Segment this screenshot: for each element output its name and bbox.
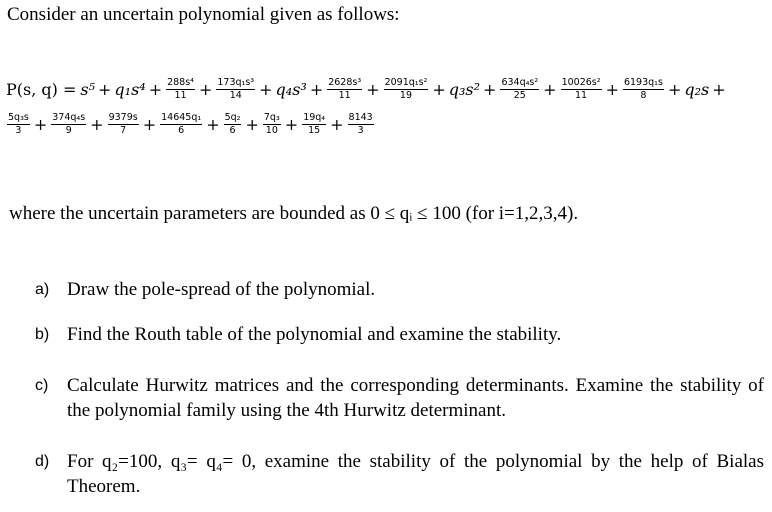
plus-sign: + bbox=[483, 80, 497, 100]
plus-sign: + bbox=[543, 80, 557, 100]
fraction-8143: $\frac{8143}{3}$ bbox=[348, 112, 373, 137]
question-label: d) bbox=[35, 453, 50, 470]
question-c bbox=[35, 373, 764, 423]
term-q1s4: q₁s⁴ bbox=[114, 80, 146, 100]
plus-sign: + bbox=[206, 115, 220, 135]
polynomial-line-1 bbox=[6, 78, 729, 102]
fraction-9379s: $\frac{9379s}{7}$ bbox=[108, 112, 138, 137]
polynomial-lhs: P(s, q) = bbox=[6, 80, 77, 100]
question-label: c) bbox=[35, 377, 49, 394]
question-text: Calculate Hurwitz matrices and the corresponding determinants. Examine the stability of the polynomial family using the 4th Hurwitz determinant. bbox=[67, 375, 764, 421]
plus-sign: + bbox=[605, 80, 619, 100]
parameter-bounds-text: where the uncertain parameters are bounded as 0 ≤ qᵢ ≤ 100 (for i=1,2,3,4). bbox=[9, 203, 579, 224]
plus-sign: + bbox=[432, 80, 446, 100]
question-text: Find the Routh table of the polynomial and examine the stability. bbox=[67, 324, 562, 345]
plus-sign: + bbox=[330, 115, 344, 135]
fraction-19q4: $\frac{\text{19q₄}}{15}$ bbox=[303, 112, 326, 137]
plus-sign: + bbox=[712, 80, 726, 100]
plus-sign: + bbox=[245, 115, 259, 135]
plus-sign: + bbox=[98, 80, 112, 100]
term-q4s3: q₄s³ bbox=[275, 80, 307, 100]
fraction-5q3s: $\frac{\text{5q₃s}}{3}$ bbox=[8, 112, 29, 137]
plus-sign: + bbox=[309, 80, 324, 100]
fraction-14645q1: $\frac{\text{14645q₁}}{6}$ bbox=[161, 112, 202, 137]
plus-sign: + bbox=[284, 115, 299, 135]
question-label: a) bbox=[35, 281, 50, 298]
plus-sign: + bbox=[33, 115, 48, 135]
plus-sign: + bbox=[148, 80, 163, 100]
fraction-5q2: $\frac{\text{5q₂}}{6}$ bbox=[224, 112, 241, 137]
term-s5: s⁵ bbox=[80, 80, 95, 100]
plus-sign: + bbox=[198, 80, 213, 100]
question-text: Draw the pole-spread of the polynomial. bbox=[67, 279, 376, 300]
question-a bbox=[35, 277, 764, 302]
fraction-7q3: $\frac{\text{7q₃}}{10}$ bbox=[263, 112, 280, 137]
term-q3s2: q₃s² bbox=[448, 80, 481, 100]
plus-sign: + bbox=[366, 80, 380, 100]
plus-sign: + bbox=[259, 80, 273, 100]
fraction-10026s2: $\frac{\text{10026s²}}{11}$ bbox=[561, 77, 601, 102]
plus-sign: + bbox=[142, 115, 157, 135]
fraction-6193q1s: $\frac{\text{6193q₁s}}{8}$ bbox=[623, 77, 663, 102]
question-label: b) bbox=[35, 326, 50, 343]
question-d bbox=[35, 449, 764, 499]
term-q2s: q₂s bbox=[684, 80, 710, 100]
question-text: For q₂=100, q₃= q₄= 0, examine the stability of the polynomial by the help of Bialas Theorem. bbox=[67, 451, 764, 497]
plus-sign: + bbox=[90, 115, 104, 135]
fraction-2628s3: $\frac{\text{2628s³}}{11}$ bbox=[328, 77, 362, 102]
question-b bbox=[35, 322, 764, 347]
intro-text: Consider an uncertain polynomial given as follows: bbox=[7, 4, 400, 25]
plus-sign: + bbox=[667, 80, 682, 100]
fraction-374q4s: $\frac{\text{374q₄s}}{9}$ bbox=[52, 112, 86, 137]
fraction-173q1s3: $\frac{\text{173q₁s³}}{14}$ bbox=[217, 77, 255, 102]
fraction-288s4: $\frac{\text{288s⁴}}{11}$ bbox=[167, 77, 194, 102]
polynomial-line-2 bbox=[6, 113, 375, 137]
fraction-2091q1s2: $\frac{\text{2091q₁s²}}{19}$ bbox=[384, 77, 428, 102]
fraction-634q4s2: $\frac{\text{634q₄s²}}{25}$ bbox=[501, 77, 539, 102]
